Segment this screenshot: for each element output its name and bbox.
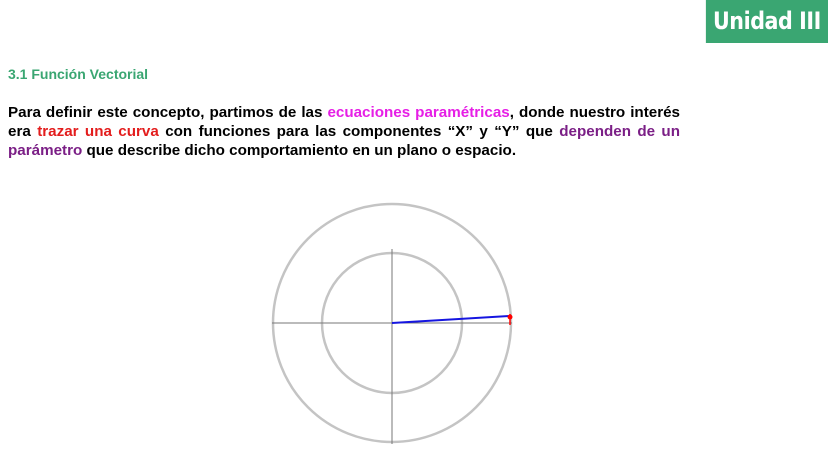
highlight-ecuaciones-parametricas: ecuaciones paramétricas — [327, 104, 510, 121]
highlight-trazar-curva: trazar una curva — [37, 123, 159, 140]
intro-text-4: que describe dicho comportamiento en un plano o espacio. — [82, 142, 517, 159]
vector-circle-figure — [262, 196, 526, 448]
intro-text-3: con funciones para las componentes “X” y “Y” que — [158, 123, 560, 140]
vector-line — [392, 316, 510, 323]
intro-text-2: , donde nuestro interés era — [8, 104, 680, 140]
highlight-dependen-parametro: dependen de un parámetro — [8, 123, 680, 159]
intro-paragraph — [8, 103, 680, 160]
unit-badge: Unidad III — [706, 0, 828, 43]
section-title: 3.1 Función Vectorial — [8, 66, 149, 82]
intro-text-1: Para definir este concepto, partimos de las — [8, 104, 328, 121]
